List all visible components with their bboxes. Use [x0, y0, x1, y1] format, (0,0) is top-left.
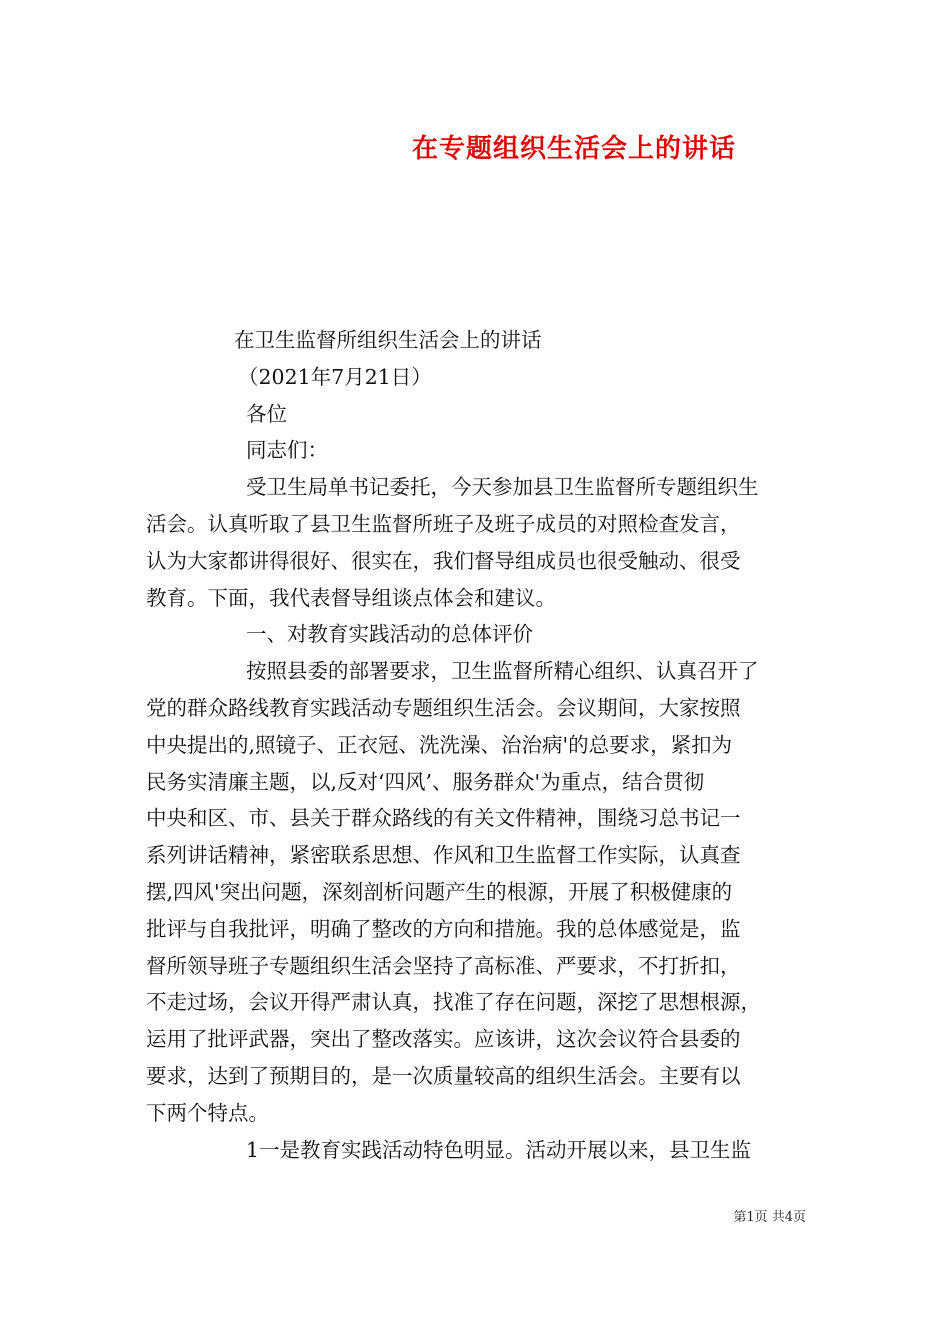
- paragraph-3-line: 1一是教育实践活动特色明显。活动开展以来，县卫生监: [246, 1137, 752, 1162]
- paragraph-2-line: 按照县委的部署要求，卫生监督所精心组织、认真召开了: [246, 659, 759, 684]
- paragraph-1-line: 认为大家都讲得很好、很实在，我们督导组成员也很受触动、很受: [146, 548, 741, 573]
- paragraph-2-line: 民务实清廉主题，以,反对‘四风’、服务群众'为重点，结合贯彻: [146, 769, 705, 794]
- paragraph-2-line: 中央提出的,照镜子、正衣冠、洗洗澡、治治病'的总要求，紧扣为: [146, 732, 733, 757]
- paragraph-2-line: 督所领导班子专题组织生活会坚持了高标准、严要求，不打折扣，: [146, 953, 741, 978]
- paragraph-2-line: 下两个特点。: [146, 1100, 269, 1125]
- page-number-footer: 第1页 共4页: [733, 1210, 806, 1225]
- section-1-heading: 一、对教育实践活动的总体评价: [246, 622, 533, 647]
- paragraph-2-line: 党的群众路线教育实践活动专题组织生活会。会议期间，大家按照: [146, 695, 741, 720]
- paragraph-2-line: 运用了批评武器，突出了整改落实。应该讲，这次会议符合县委的: [146, 1027, 741, 1052]
- speech-date: （2021年7月21日）: [238, 364, 432, 389]
- paragraph-1-line: 受卫生局单书记委托，今天参加县卫生监督所专题组织生: [246, 475, 759, 500]
- document-body: [146, 322, 816, 1168]
- speech-subtitle: 在卫生监督所组织生活会上的讲话: [234, 328, 542, 352]
- paragraph-2-line: 系列讲话精神，紧密联系思想、作风和卫生监督工作实际，认真查: [146, 843, 741, 868]
- salutation-line-2: 同志们：: [246, 438, 328, 463]
- paragraph-1-line: 活会。认真听取了县卫生监督所班子及班子成员的对照检查发言，: [146, 511, 741, 536]
- paragraph-2-line: 中央和区、市、县关于群众路线的有关文件精神，围绕习总书记一: [146, 806, 741, 831]
- paragraph-2-line: 不走过场，会议开得严肃认真，找准了存在问题，深挖了思想根源，: [146, 990, 761, 1015]
- paragraph-2-line: 要求，达到了预期目的，是一次质量较高的组织生活会。主要有以: [146, 1063, 741, 1088]
- paragraph-2-line: 批评与自我批评，明确了整改的方向和措施。我的总体感觉是，监: [146, 916, 741, 941]
- paragraph-1-line: 教育。下面，我代表督导组谈点体会和建议。: [146, 585, 556, 610]
- salutation-line-1: 各位: [246, 401, 287, 426]
- document-title: 在专题组织生活会上的讲话: [412, 134, 737, 164]
- paragraph-2-line: 摆,四风'突出问题，深刻剖析问题产生的根源，开展了积极健康的: [146, 879, 733, 904]
